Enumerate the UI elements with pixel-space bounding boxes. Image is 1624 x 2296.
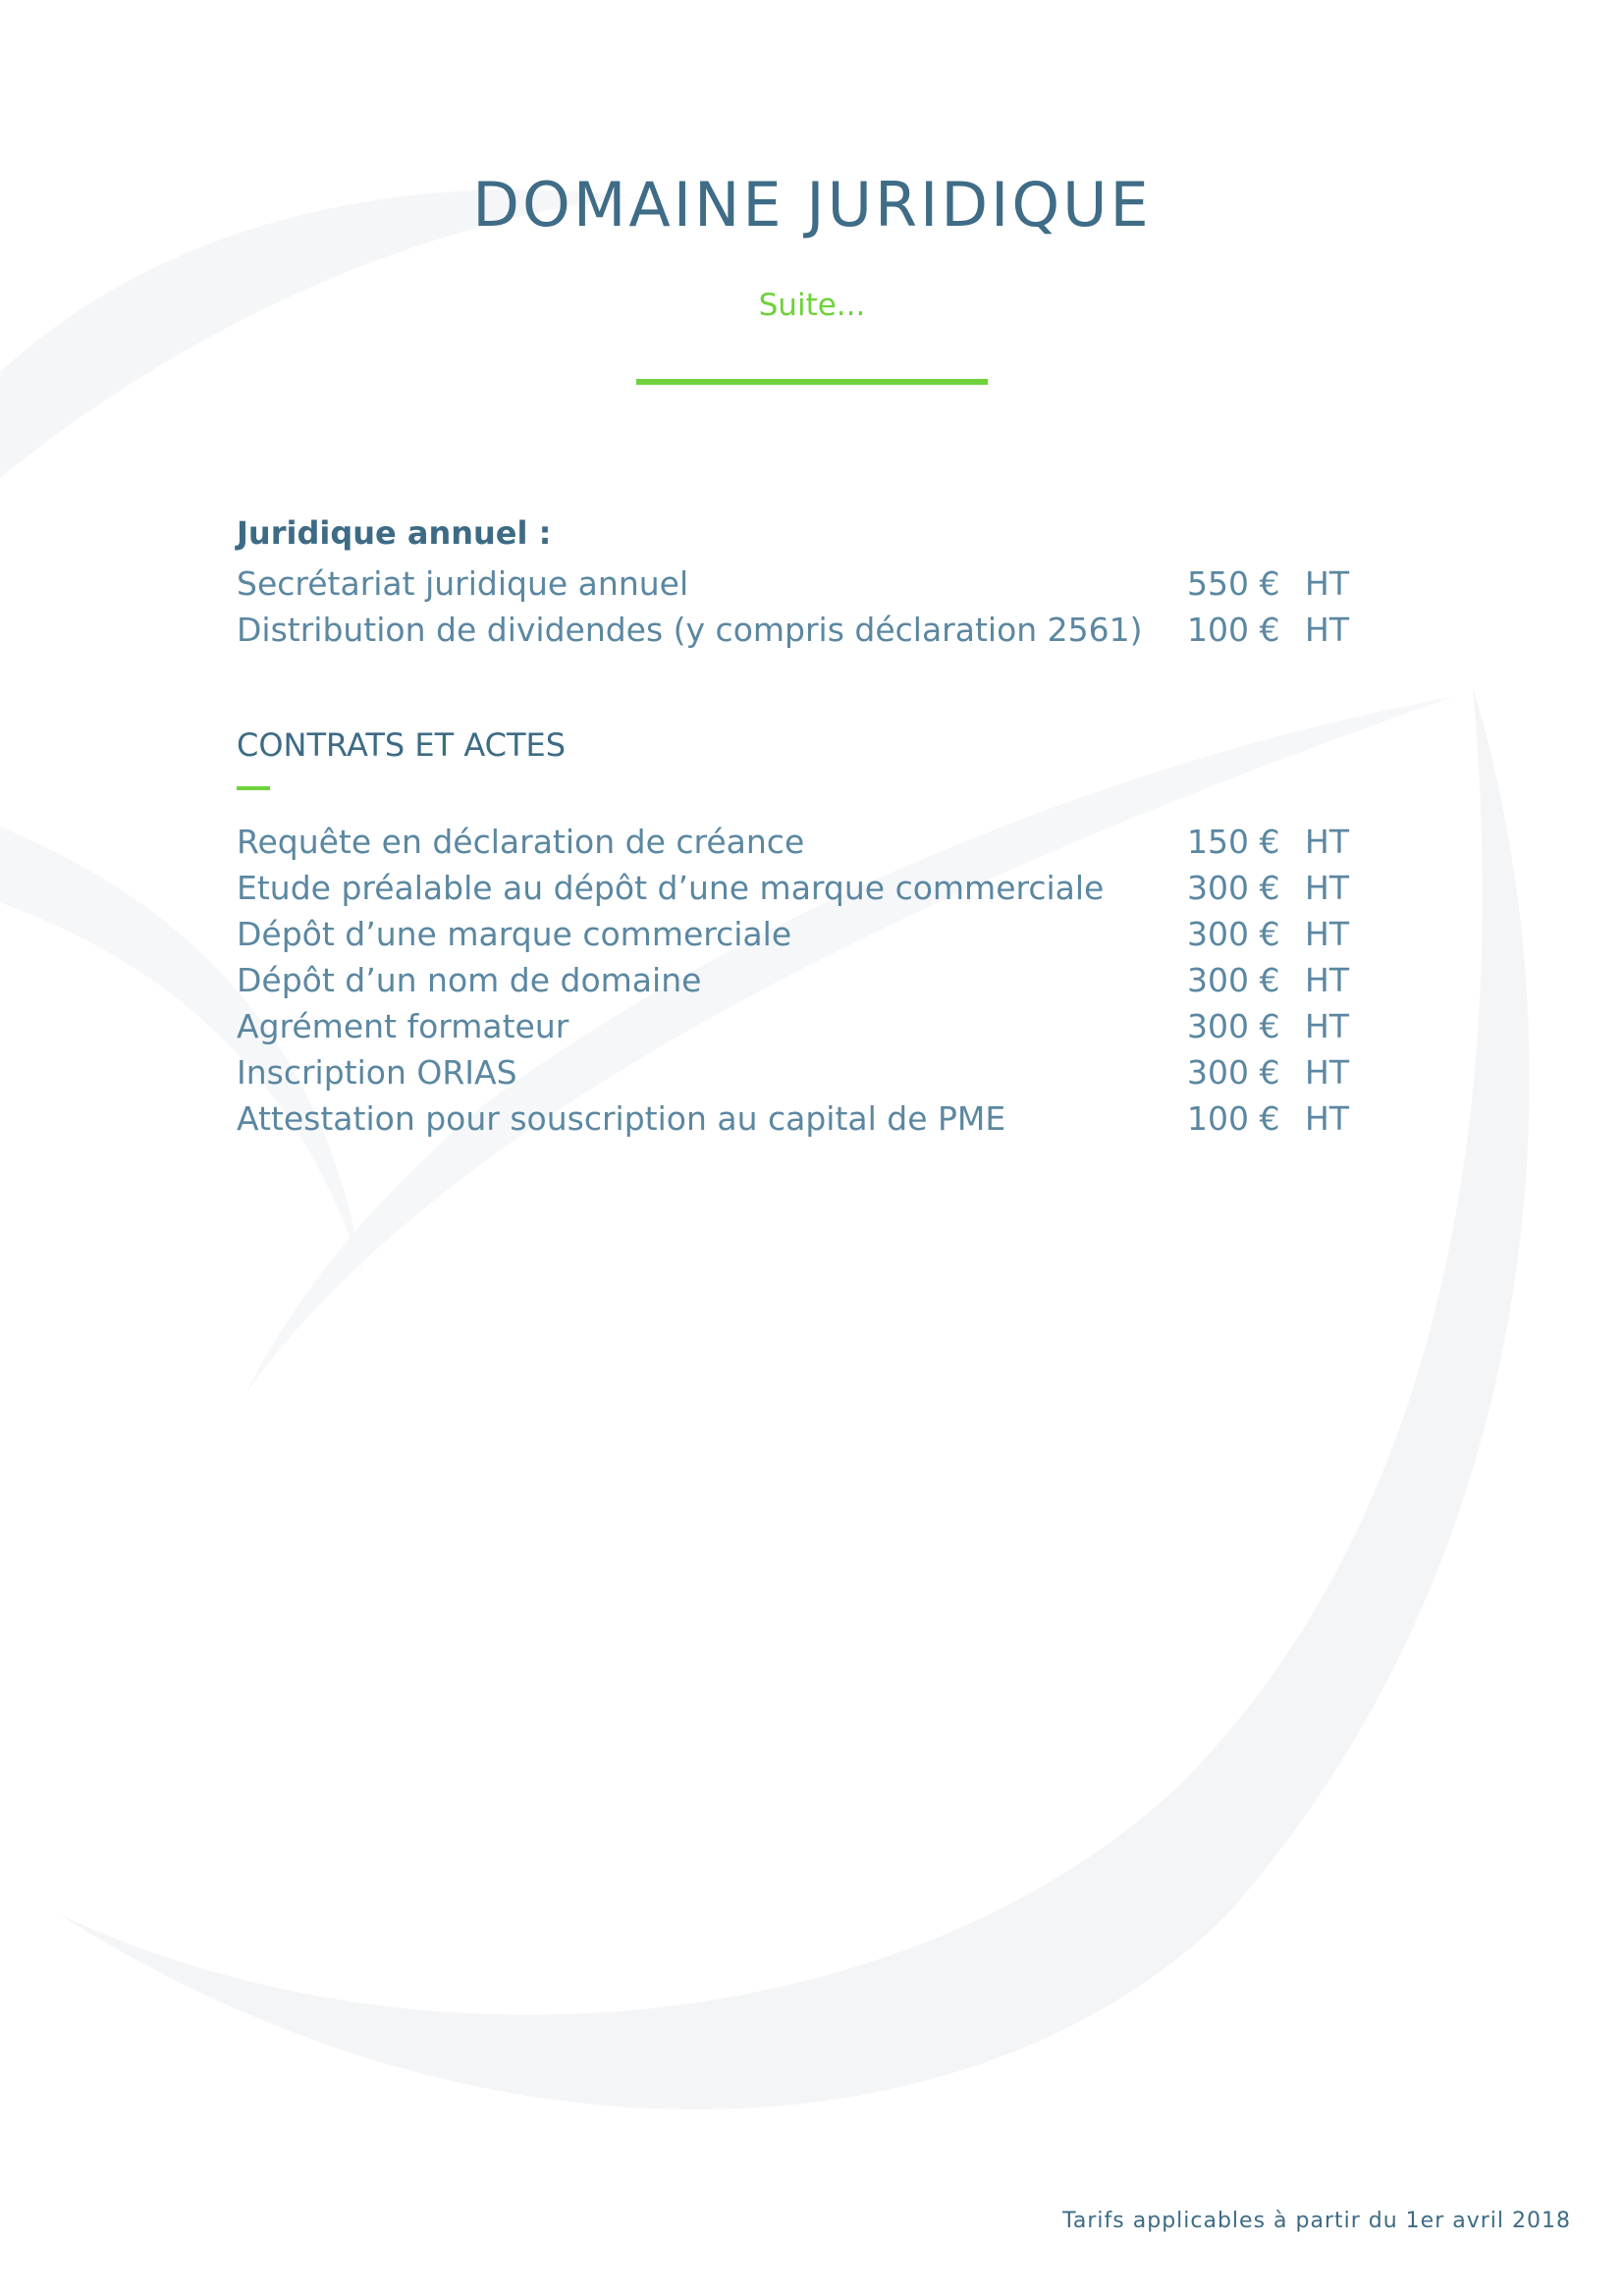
price-row <box>237 911 1356 957</box>
service-unit: HT <box>1305 961 1349 999</box>
service-label: Distribution de dividendes (y compris déclaration 2561) <box>237 611 1143 649</box>
service-unit: HT <box>1305 1099 1349 1138</box>
service-label: Requête en déclaration de créance <box>237 823 805 861</box>
service-label: Secrétariat juridique annuel <box>237 564 689 603</box>
footer-note: Tarifs applicables à partir du 1er avril 2018 <box>1062 2209 1571 2233</box>
service-price: 150 € <box>1187 823 1280 861</box>
section-heading: CONTRATS ET ACTES <box>237 726 567 764</box>
service-unit: HT <box>1305 611 1349 649</box>
service-unit: HT <box>1305 564 1349 603</box>
service-price: 300 € <box>1187 961 1280 999</box>
service-unit: HT <box>1305 1053 1349 1092</box>
title-divider <box>636 379 988 385</box>
service-label: Attestation pour souscription au capital de PME <box>237 1099 1006 1138</box>
service-price: 300 € <box>1187 915 1280 953</box>
service-price: 100 € <box>1187 611 1280 649</box>
price-row <box>237 561 1356 607</box>
service-price: 300 € <box>1187 869 1280 907</box>
service-unit: HT <box>1305 1007 1349 1045</box>
service-unit: HT <box>1305 915 1349 953</box>
price-row <box>237 1095 1356 1142</box>
section-juridique-annuel <box>237 514 1356 653</box>
price-row <box>237 1049 1356 1095</box>
page-title: DOMAINE JURIDIQUE <box>472 169 1152 240</box>
page-subtitle: Suite... <box>758 288 866 323</box>
service-label: Dépôt d’une marque commerciale <box>237 915 792 953</box>
service-price: 100 € <box>1187 1099 1280 1138</box>
price-row <box>237 865 1356 911</box>
service-unit: HT <box>1305 869 1349 907</box>
service-label: Dépôt d’un nom de domaine <box>237 961 702 999</box>
price-row <box>237 1003 1356 1049</box>
service-label: Inscription ORIAS <box>237 1053 517 1092</box>
service-unit: HT <box>1305 823 1349 861</box>
service-price: 300 € <box>1187 1007 1280 1045</box>
service-label: Agrément formateur <box>237 1007 569 1045</box>
price-row <box>237 957 1356 1003</box>
service-price: 550 € <box>1187 564 1280 603</box>
price-row <box>237 819 1356 865</box>
service-price: 300 € <box>1187 1053 1280 1092</box>
section-heading: Juridique annuel : <box>237 514 552 552</box>
section-contrats-et-actes <box>237 726 1356 1142</box>
service-label: Etude préalable au dépôt d’une marque commerciale <box>237 869 1105 907</box>
price-row <box>237 607 1356 653</box>
